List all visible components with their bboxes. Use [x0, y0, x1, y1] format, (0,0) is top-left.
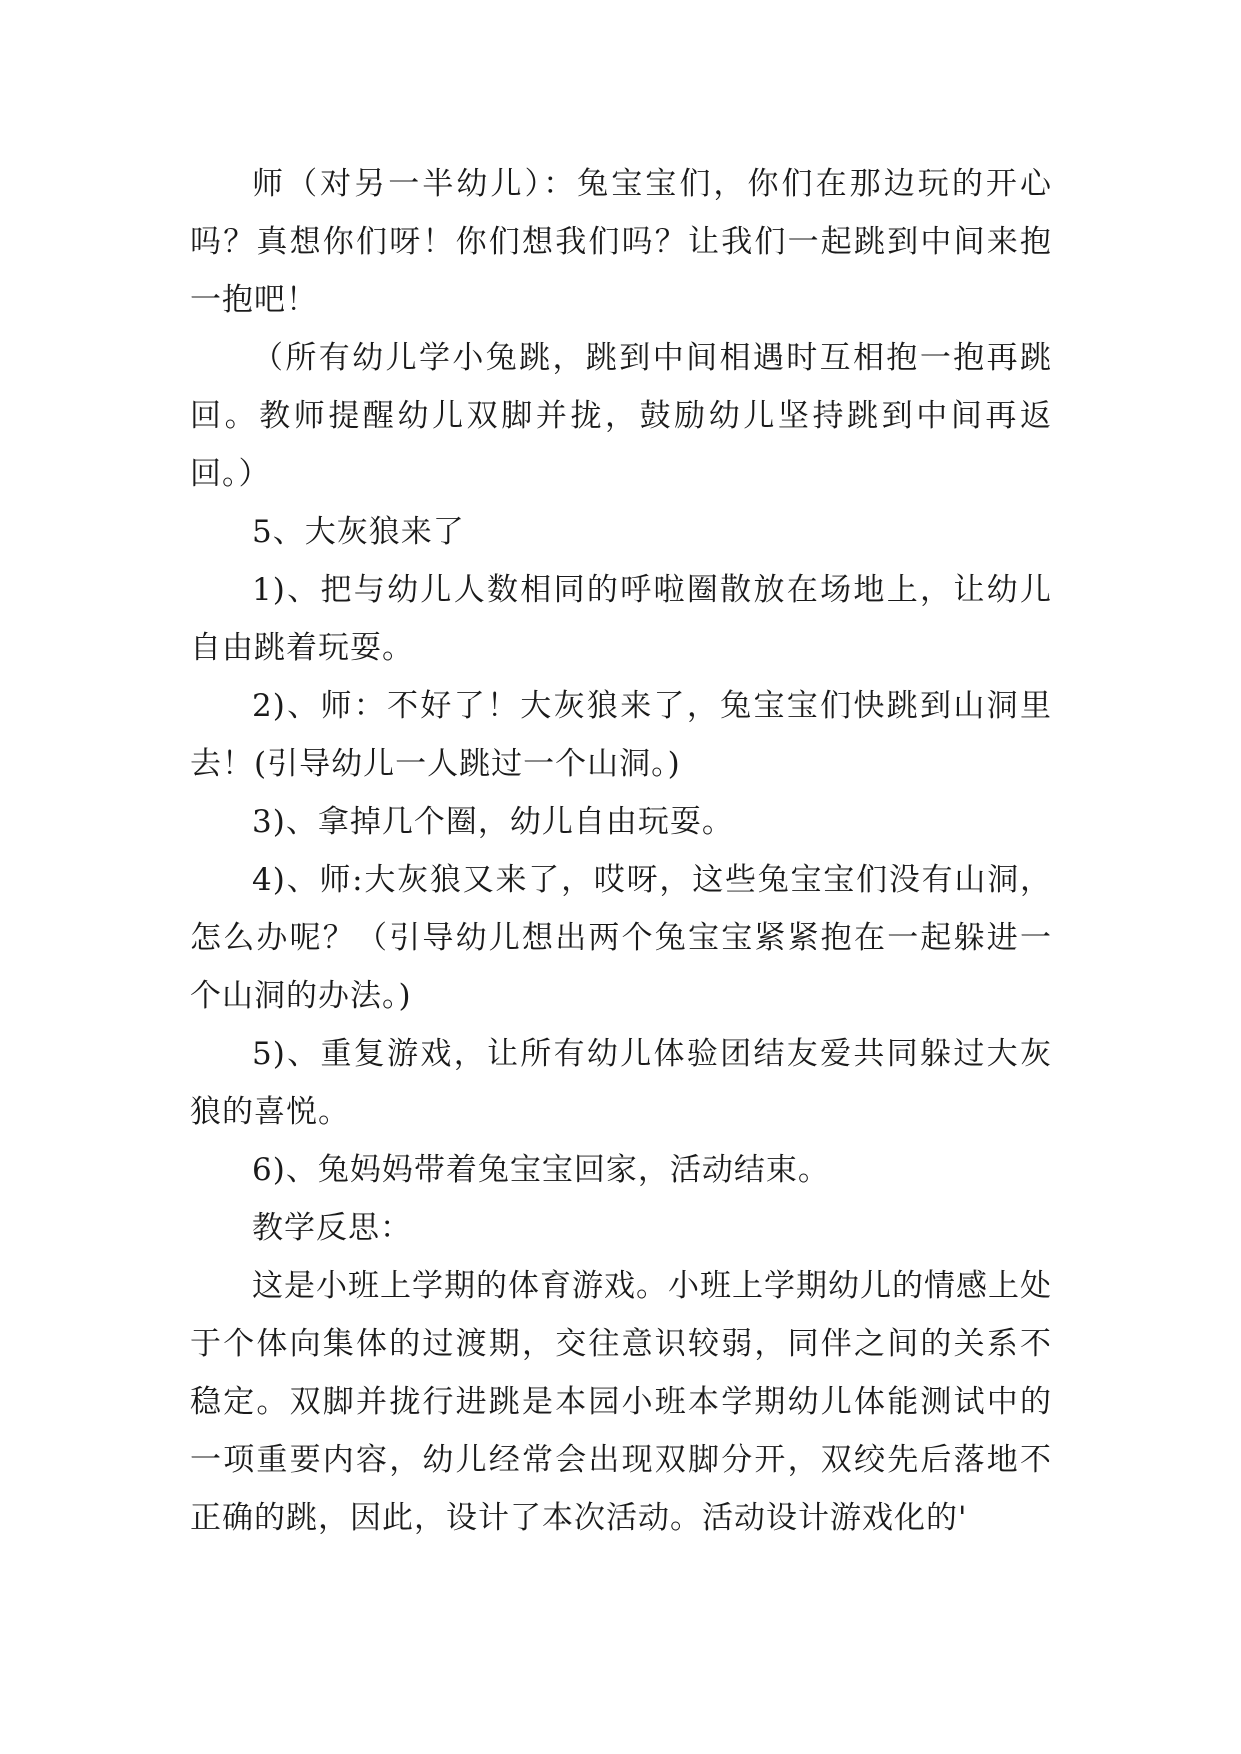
section-heading-reflection: 教学反思： [252, 1210, 412, 1246]
paragraph-step-3: 3)、拿掉几个圈，幼儿自由玩耍。 [252, 804, 734, 840]
paragraph-step-2: 2)、师：不好了！大灰狼来了，兔宝宝们快跳到山洞里去！(引导幼儿一人跳过一个山洞。) [190, 688, 1052, 782]
paragraph-step-6: 6)、兔妈妈带着兔宝宝回家，活动结束。 [252, 1152, 830, 1188]
paragraph-teacher-dialogue: 师（对另一半幼儿）：兔宝宝们，你们在那边玩的开心吗？真想你们呀！你们想我们吗？让我们一起跳到中间来抱一抱吧！ [190, 166, 1052, 318]
paragraph-step-1: 1)、把与幼儿人数相同的呼啦圈散放在场地上，让幼儿自由跳着玩耍。 [190, 572, 1052, 666]
section-heading-big-wolf: 5、大灰狼来了 [252, 514, 465, 550]
document-body [190, 155, 1052, 1547]
paragraph-step-4: 4)、师:大灰狼又来了，哎呀，这些兔宝宝们没有山洞，怎么办呢？（引导幼儿想出两个兔宝宝紧紧抱在一起躲进一个山洞的办法。) [190, 862, 1052, 1014]
paragraph-step-5: 5)、重复游戏，让所有幼儿体验团结友爱共同躲过大灰狼的喜悦。 [190, 1036, 1052, 1130]
paragraph-hug-activity: （所有幼儿学小兔跳，跳到中间相遇时互相抱一抱再跳回。教师提醒幼儿双脚并拢，鼓励幼儿坚持跳到中间再返回。） [190, 340, 1052, 492]
paragraph-reflection: 这是小班上学期的体育游戏。小班上学期幼儿的情感上处于个体向集体的过渡期，交往意识较弱，同伴之间的关系不稳定。双脚并拢行进跳是本园小班本学期幼儿体能测试中的一项重要内容，幼儿经常会出现双脚分开，双绞先后落地不正确的跳，因此，设计了本次活动。活动设计游戏化的' [190, 1268, 1052, 1536]
